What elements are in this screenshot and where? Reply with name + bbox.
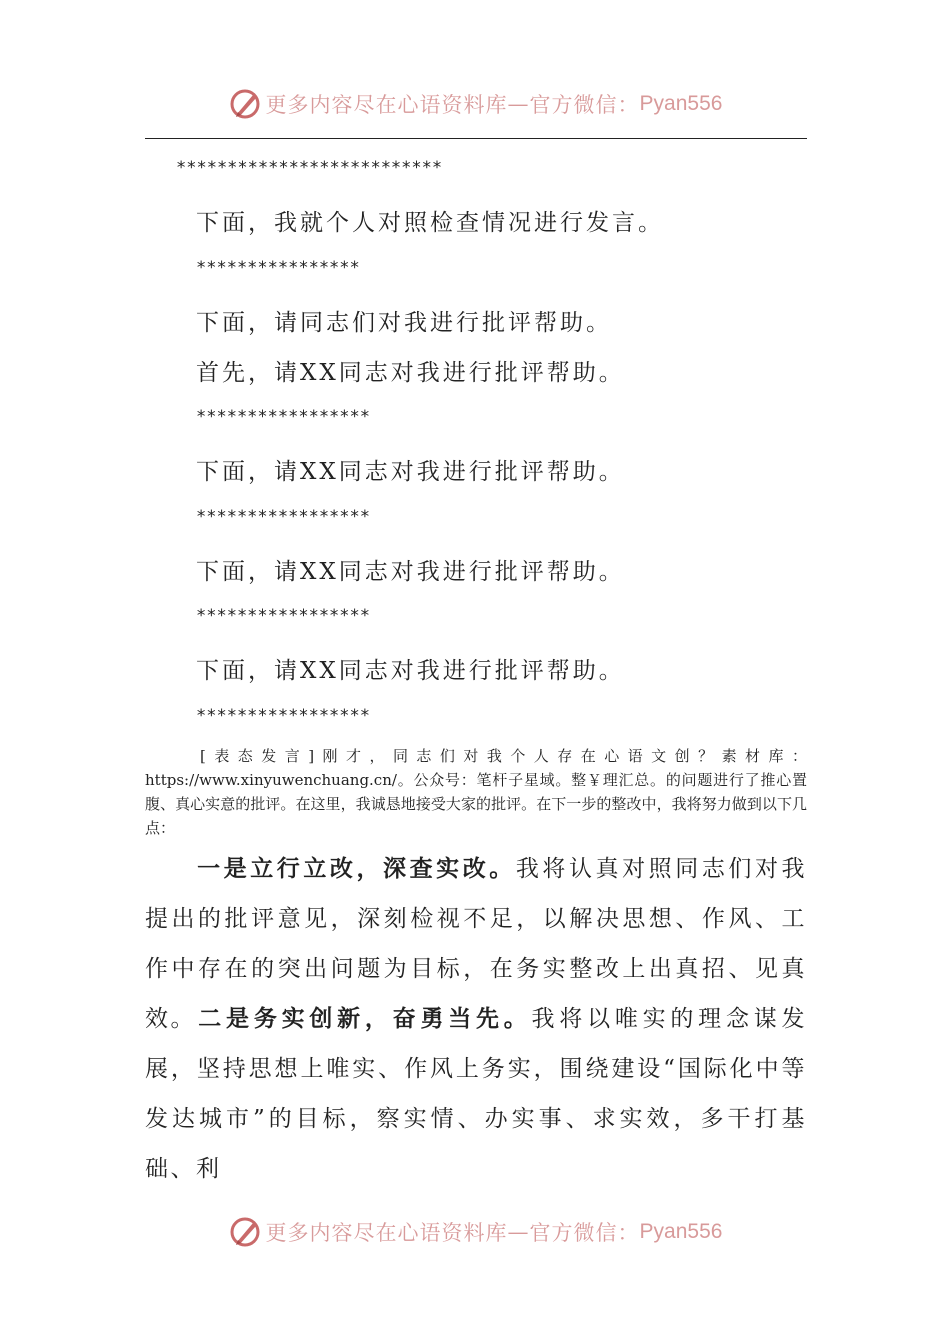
speech-line: 首先，请XX同志对我进行批评帮助。 (196, 360, 625, 386)
header-account: Pyan556 (639, 92, 723, 115)
pen-logo-icon (228, 1215, 262, 1249)
header-brand: 更多内容尽在心语资料库 (265, 93, 508, 117)
point-two-paragraph (145, 994, 807, 1194)
point-one-text: 我将认真对照同志们对我提出的批评意见，深刻检视不足，以解决思想、作风、工作中存在的突出问题为目标，在务实整改上出真招、见真效。 (145, 856, 808, 1032)
speech-line: 下面，请XX同志对我进行批评帮助。 (196, 459, 625, 485)
statement-paragraph (145, 744, 807, 840)
speech-line: 下面，请同志们对我进行批评帮助。 (196, 310, 612, 336)
header-dash: — (507, 92, 530, 116)
speech-line: 下面，我就个人对照检查情况进行发言。 (196, 210, 664, 236)
separator-stars: ***************** (196, 706, 370, 726)
point-two-text: 我将以唯实的理念谋发展，坚持思想上唯实、作风上务实，围绕建设“国际化中等发达城市”的目标，察实情、办实事、求实效，多干打基础、利 (145, 1006, 808, 1182)
speech-line: 下面，请XX同志对我进行批评帮助。 (196, 658, 625, 684)
speech-line: 下面，请XX同志对我进行批评帮助。 (196, 559, 625, 585)
footer-official: 官方微信： (529, 1221, 640, 1245)
statement-text: [表态发言]刚才，同志们对我个人存在心语文创？素材库：https://www.xinyuwenchuang.cn/。公众号：笔杆子星域。整￥理汇总。的问题进行了推心置腹、真心实意的批评。在这里，我诚恳地接受大家的批评。在下一步的整改中，我将努力做到以下几点： (145, 747, 807, 837)
separator-stars: ***************** (196, 407, 370, 427)
footer-account: Pyan556 (639, 1220, 723, 1243)
separator-stars: ***************** (196, 606, 370, 626)
page-footer (0, 1210, 950, 1254)
separator-stars: ************************** (176, 158, 443, 178)
header-official: 官方微信： (529, 93, 640, 117)
header-divider (145, 138, 807, 139)
footer-dash: — (507, 1220, 530, 1244)
pen-logo-icon (228, 87, 262, 121)
separator-stars: **************** (196, 258, 360, 278)
footer-brand: 更多内容尽在心语资料库 (265, 1221, 508, 1245)
point-one-title: 一是立行立改，深查实改。 (196, 855, 516, 882)
page-header (0, 82, 950, 126)
point-two-title: 二是务实创新，奋勇当先。 (196, 1005, 532, 1032)
separator-stars: ***************** (196, 507, 370, 527)
